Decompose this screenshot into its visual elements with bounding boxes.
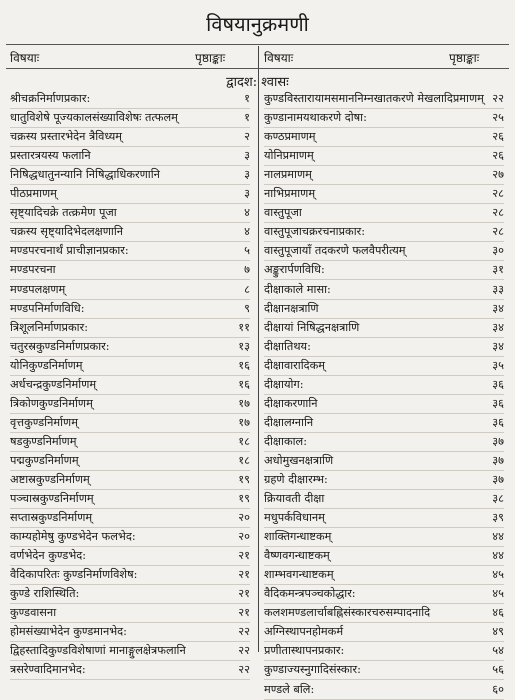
toc-entry-page: २२ (238, 644, 250, 658)
toc-entry (10, 433, 250, 452)
toc-entry (264, 623, 504, 642)
left-subject-header: विषयाः (10, 51, 40, 65)
toc-entry (264, 661, 504, 680)
toc-entry-title: निषिद्धधातुनन्यानि निषिद्धाधिकरणानि (10, 168, 160, 182)
toc-entry-title: धातुविशेषे पूज्यकालसंख्याविशेषः तत्फलम् (10, 111, 178, 125)
toc-entry-title: वृत्तकुण्डनिर्माणम् (10, 415, 78, 429)
toc-entry-title: कुण्डविस्तारायामसमाननिम्नखातकरणे मेखलादिप्रमाणम् (264, 92, 484, 106)
toc-entry (264, 395, 504, 414)
toc-entry-title: त्रसरेण्वादिमानभेद: (10, 663, 86, 677)
toc-entry (10, 319, 250, 338)
header-top-rule (6, 44, 509, 45)
toc-entry-title: दीक्षावारादिकम् (264, 358, 326, 372)
toc-entry (264, 604, 504, 623)
toc-entry-title: कुण्डवासना (10, 606, 57, 620)
toc-entry-title: अग्निस्थापनहोमकर्म (264, 625, 344, 639)
toc-entry-title: सृष्ट्यादिचक्रे तत्क्रमेण पूजा (10, 206, 117, 220)
toc-entry-title: दीक्षातिथय: (264, 339, 311, 353)
toc-entry-title: मण्डपलक्षणम् (10, 282, 66, 296)
toc-entry-title: कुण्डे राशिस्थिति: (10, 587, 80, 601)
toc-entry (264, 490, 504, 509)
right-column (264, 90, 504, 700)
toc-entry (10, 357, 250, 376)
toc-entry-title: मण्डपनिर्माणविधि: (10, 301, 85, 315)
toc-entry-page: ३३ (492, 282, 504, 296)
toc-entry-page: ३७ (492, 472, 504, 486)
toc-entry-title: कुण्डाज्यस्नुगादिसंस्कार: (264, 663, 361, 677)
toc-entry-title: वैदिकापरितः कुण्डनिर्माणविशेष: (10, 568, 138, 582)
toc-entry-page: ३४ (492, 339, 504, 353)
toc-entry-title: त्रिशूलनिर्माणप्रकार: (10, 320, 89, 334)
toc-entry (10, 376, 250, 395)
toc-entry (264, 585, 504, 604)
toc-entry-title: वास्तुपूजाचक्ररचनाप्रकार: (264, 225, 366, 239)
toc-entry-title: प्रणीतास्थापनप्रकार: (264, 644, 345, 658)
toc-entry-page: २८ (492, 206, 504, 220)
toc-entry (10, 661, 250, 680)
toc-entry-page: ३ (244, 168, 250, 182)
toc-entry-title: मधुपर्कविधानम् (264, 511, 325, 525)
toc-entry-page: ३६ (492, 377, 504, 391)
toc-entry-page: ११ (238, 320, 250, 334)
toc-entry-page: ९ (244, 301, 250, 315)
toc-entry-page: २२ (238, 625, 250, 639)
toc-entry-page: ४ (244, 206, 250, 220)
toc-entry (264, 433, 504, 452)
toc-entry-title: अर्धचन्द्रकुण्डनिर्माणम् (10, 377, 97, 391)
toc-entry (264, 280, 504, 299)
toc-entry-title: पीठप्रमाणम् (10, 187, 57, 201)
toc-entry (10, 166, 250, 185)
toc-entry (10, 109, 250, 128)
toc-entry-title: चक्रस्य प्रस्तारभेदेन त्रैविध्यम् (10, 130, 122, 144)
toc-entry (264, 509, 504, 528)
toc-entry-page: १ (244, 111, 250, 125)
toc-entry-title: ग्रहणे दीक्षारम्भ: (264, 472, 328, 486)
toc-entry-page: २१ (238, 606, 250, 620)
toc-entry-page: ३ (244, 187, 250, 201)
toc-entry-page: १९ (238, 472, 250, 486)
toc-entry-page: ४४ (492, 549, 504, 563)
toc-entry (264, 166, 504, 185)
toc-entry-title: अधोमुखनक्षत्राणि (264, 453, 334, 467)
toc-entry-page: १८ (238, 434, 250, 448)
toc-entry (10, 452, 250, 471)
toc-entry-title: द्विहस्तादिकुण्डविशेषाणां मानाङ्गुलक्षेत्रफलानि (10, 644, 186, 658)
toc-entry-page: ३० (492, 244, 504, 258)
toc-entry (10, 547, 250, 566)
toc-entry-title: वास्तुपूजायाँ तदकरणे फलवैपरीत्यम् (264, 244, 406, 258)
toc-entry-page: १ (244, 92, 250, 106)
toc-entry-page: २१ (238, 587, 250, 601)
toc-entry-page: १९ (238, 492, 250, 506)
section-heading: द्वादश: श्वासः (226, 75, 289, 90)
toc-entry-title: नालप्रमाणम् (264, 168, 312, 182)
toc-entry (10, 566, 250, 585)
toc-entry-page: १६ (238, 358, 250, 372)
toc-entry (10, 300, 250, 319)
toc-entry-title: पञ्चास्रकुण्डनिर्माणम् (10, 492, 94, 506)
toc-entry-page: १३ (238, 339, 250, 353)
toc-entry (10, 395, 250, 414)
toc-entry-title: वैष्णवगन्धाष्टकम् (264, 549, 330, 563)
toc-entry (264, 642, 504, 661)
toc-entry-page: २ (244, 130, 250, 144)
toc-entry-page: ५६ (492, 663, 504, 677)
toc-entry (10, 280, 250, 299)
toc-entry-title: कण्ठप्रमाणम् (264, 130, 316, 144)
toc-entry (10, 623, 250, 642)
toc-entry (264, 300, 504, 319)
toc-entry-title: सप्तास्रकुण्डनिर्माणम् (10, 511, 93, 525)
toc-entry-page: २१ (238, 568, 250, 582)
toc-entry-title: अष्टास्रकुण्डनिर्माणम् (10, 472, 90, 486)
toc-entry-page: ४५ (492, 587, 504, 601)
toc-entry-page: २६ (492, 130, 504, 144)
toc-entry (264, 223, 504, 242)
page-title: विषयानुक्रमणी (206, 12, 309, 36)
toc-entry (10, 128, 250, 147)
right-page-header: पृष्ठाङ्काः (449, 51, 480, 65)
left-page-header: पृष्ठाङ्काः (195, 51, 226, 65)
toc-entry (10, 528, 250, 547)
toc-entry-page: १७ (238, 396, 250, 410)
toc-entry (264, 471, 504, 490)
toc-entry-page: ४६ (492, 606, 504, 620)
toc-entry-title: नाभिप्रमाणम् (264, 187, 316, 201)
toc-entry-page: ३६ (492, 415, 504, 429)
toc-entry-title: कुण्डानामयथाकरणे दोषा: (264, 111, 367, 125)
toc-entry (264, 528, 504, 547)
toc-entry (10, 223, 250, 242)
right-subject-header: विषयाः (264, 51, 294, 65)
toc-entry-page: ३ (244, 149, 250, 163)
toc-entry-page: ६० (492, 682, 504, 696)
toc-entry-page: २५ (492, 111, 504, 125)
toc-entry (264, 547, 504, 566)
toc-entry-page: ५४ (492, 644, 504, 658)
toc-entry (10, 490, 250, 509)
toc-entry-title: श्रीचक्रनिर्माणप्रकार: (10, 92, 91, 106)
toc-entry (10, 604, 250, 623)
toc-entry-page: २० (238, 511, 250, 525)
toc-entry-title: अङ्कुरार्पणविधि: (264, 263, 325, 277)
toc-entry (264, 319, 504, 338)
toc-entry-page: २८ (492, 225, 504, 239)
toc-entry-page: २२ (492, 92, 504, 106)
toc-entry (264, 452, 504, 471)
toc-entry-title: चक्रस्य सृष्ट्यादिभेदलक्षणानि (10, 225, 124, 239)
toc-entry-page: ३७ (492, 453, 504, 467)
header-bottom-rule (6, 68, 509, 69)
toc-entry (10, 585, 250, 604)
toc-entry (10, 338, 250, 357)
toc-entry-title: दीक्षाकरणानि (264, 396, 318, 410)
toc-entry-title: कलशमण्डलार्चाबह्निसंस्कारचरुसम्पादनादि (264, 606, 431, 620)
toc-entry (10, 242, 250, 261)
toc-entry-page: २६ (492, 149, 504, 163)
toc-entry (264, 109, 504, 128)
toc-entry (10, 204, 250, 223)
toc-entry (10, 509, 250, 528)
toc-entry-page: ४४ (492, 530, 504, 544)
toc-entry (264, 376, 504, 395)
toc-entry (10, 642, 250, 661)
column-divider (258, 46, 259, 652)
toc-entry (264, 242, 504, 261)
toc-entry (264, 338, 504, 357)
toc-entry-page: ४९ (492, 625, 504, 639)
toc-entry (264, 414, 504, 433)
toc-entry-page: २० (238, 530, 250, 544)
toc-entry-page: २१ (238, 549, 250, 563)
toc-entry-title: प्रस्तारत्रयस्य फलानि (10, 149, 91, 163)
toc-entry (264, 357, 504, 376)
toc-entry-title: मण्डपरचनार्थं प्राचीज्ञानप्रकार: (10, 244, 129, 258)
toc-entry-page: ३८ (492, 492, 504, 506)
toc-entry-title: मण्डले बलि: (264, 682, 315, 696)
toc-entry-page: २८ (492, 187, 504, 201)
toc-entry-title: वास्तुपूजा (264, 206, 302, 220)
toc-entry-page: ३९ (492, 511, 504, 525)
toc-entry-title: वर्णभेदेन कुण्डभेद: (10, 549, 87, 563)
toc-entry-title: दीक्षाकाले मासा: (264, 282, 331, 296)
toc-entry-page: ३४ (492, 320, 504, 334)
toc-entry-title: शाम्भवगन्धाष्टकम् (264, 568, 334, 582)
toc-entry (264, 147, 504, 166)
toc-entry-title: षडकुण्डनिर्माणम् (10, 434, 77, 448)
toc-entry-title: काम्यहोमेषु कुण्डभेदेन फलभेद: (10, 530, 136, 544)
left-column (10, 90, 250, 680)
toc-entry-title: पद्मकुण्डनिर्माणम् (10, 453, 79, 467)
toc-entry (264, 90, 504, 109)
toc-entry-title: त्रिकोणकुण्डनिर्माणम् (10, 396, 93, 410)
toc-entry-page: १६ (238, 377, 250, 391)
toc-entry-title: योनिप्रमाणम् (264, 149, 314, 163)
toc-entry-title: दीक्षाकाल: (264, 434, 308, 448)
toc-entry-page: २२ (238, 663, 250, 677)
toc-entry (264, 185, 504, 204)
toc-entry-title: दीक्षानक्षत्राणि (264, 301, 319, 315)
toc-entry (10, 185, 250, 204)
toc-entry-title: चतुरस्रकुण्डनिर्माणप्रकार: (10, 339, 110, 353)
toc-entry-page: ४ (244, 225, 250, 239)
toc-entry-page: ४५ (492, 568, 504, 582)
toc-entry-page: १७ (238, 415, 250, 429)
toc-entry-page: २७ (492, 168, 504, 182)
toc-entry-page: ८ (244, 282, 250, 296)
toc-entry (264, 566, 504, 585)
toc-entry (264, 261, 504, 280)
toc-entry (264, 128, 504, 147)
toc-entry-page: ७ (244, 263, 250, 277)
toc-entry-page: ५ (244, 244, 250, 258)
toc-entry-title: मण्डपरचना (10, 263, 56, 277)
toc-entry (264, 680, 504, 699)
toc-entry-page: ३७ (492, 434, 504, 448)
toc-entry (10, 147, 250, 166)
toc-entry-page: ३६ (492, 396, 504, 410)
toc-entry-title: दीक्षायोग: (264, 377, 304, 391)
toc-entry-title: दीक्षायां निषिद्धनक्षत्राणि (264, 320, 360, 334)
toc-entry-page: ३१ (492, 263, 504, 277)
toc-entry-page: ३५ (492, 358, 504, 372)
toc-entry-title: योनिकुण्डनिर्माणम् (10, 358, 83, 372)
toc-entry-title: दीक्षालग्नानि (264, 415, 314, 429)
toc-entry-title: होमसंख्याभेदेन कुण्डमानभेद: (10, 625, 127, 639)
toc-entry (10, 90, 250, 109)
toc-entry-page: ३४ (492, 301, 504, 315)
toc-entry-title: शाक्तिगन्धाष्टकम् (264, 530, 332, 544)
toc-entry-page: १८ (238, 453, 250, 467)
toc-entry-title: वैदिकमन्त्रपञ्चकोद्धार: (264, 587, 356, 601)
toc-entry (264, 204, 504, 223)
toc-entry-title: क्रियावती दीक्षा (264, 492, 325, 506)
toc-entry (10, 471, 250, 490)
toc-entry (10, 414, 250, 433)
toc-entry (10, 261, 250, 280)
